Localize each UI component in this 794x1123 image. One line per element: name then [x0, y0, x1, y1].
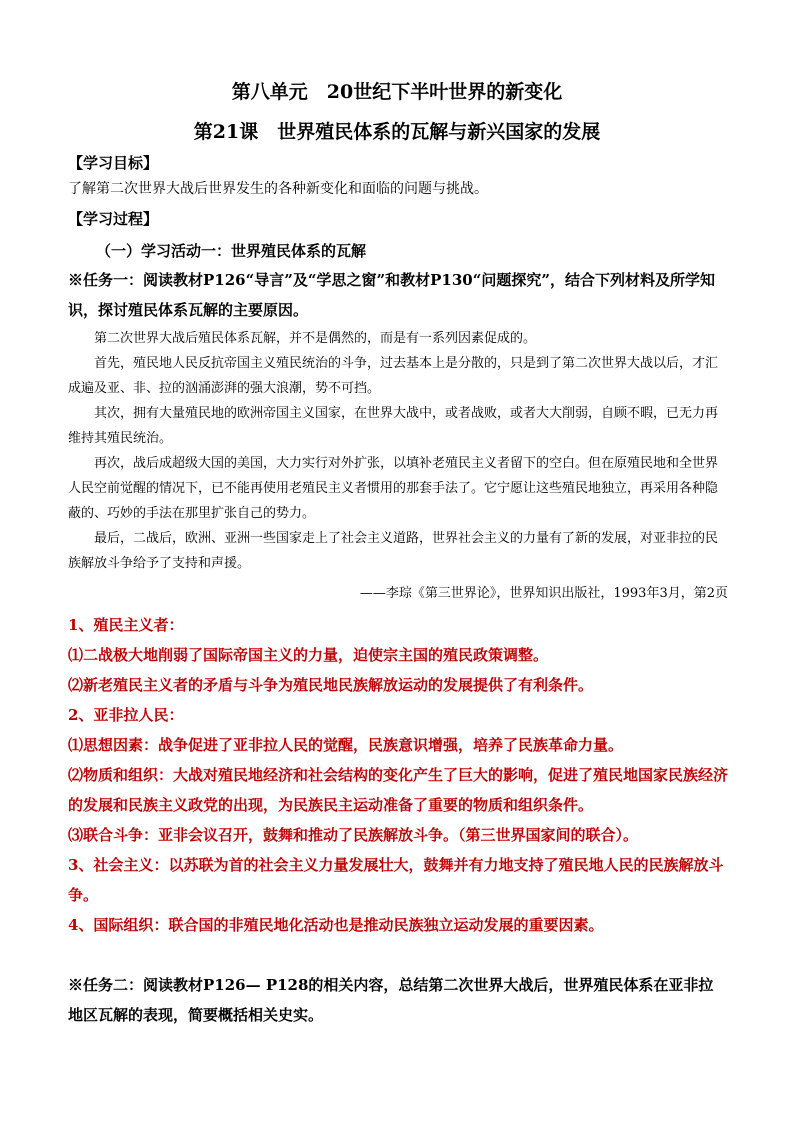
task1-text: ※任务一：阅读教材P126“导言”及“学思之窗”和教材P130“问题探究”，结合下列材料及所学知识，探讨殖民体系瓦解的主要原因。	[68, 271, 715, 319]
objective-text: 了解第二次世界大战后世界发生的各种新变化和面临的问题与挑战。	[68, 181, 488, 197]
answer-1-1: ⑴二战极大地削弱了国际帝国主义的力量，迫使宗主国的殖民政策调整。	[68, 646, 549, 664]
task2-text: ※任务二：阅读教材P126— P128的相关内容，总结第二次世界大战后，世界殖民体系在亚非拉地区瓦解的表现，简要概括相关史实。	[68, 976, 714, 1024]
activity1-heading: （一）学习活动一：世界殖民体系的瓦解	[96, 242, 367, 260]
answer-block	[68, 610, 728, 940]
answer-3: 3、社会主义：以苏联为首的社会主义力量发展壮大，鼓舞并有力地支持了殖民地人民的民族解放斗争。	[68, 856, 724, 904]
quote-paragraph: 最后，二战后，欧洲、亚洲一些国家走上了社会主义道路，世界社会主义的力量有了新的发展，对亚非拉的民族解放斗争给予了支持和声援。	[68, 531, 719, 571]
answer-1-title: 1、殖民主义者：	[68, 616, 184, 634]
quote-block	[68, 326, 728, 601]
answer-2-title: 2、亚非拉人民：	[68, 706, 184, 724]
process-heading: 【学习过程】	[68, 210, 159, 228]
objective-heading: 【学习目标】	[68, 154, 159, 172]
quote-paragraph: 首先，殖民地人民反抗帝国主义殖民统治的斗争，过去基本上是分散的，只是到了第二次世界大战以后，才汇成遍及亚、非、拉的汹涌澎湃的强大浪潮，势不可挡。	[68, 356, 719, 396]
quote-paragraph: 再次，战后成超级大国的美国，大力实行对外扩张，以填补老殖民主义者留下的空白。但在原殖民地和全世界人民空前觉醒的情况下，已不能再使用老殖民主义者惯用的那套手法了。它宁愿让这些殖民地独立，再采用各种隐蔽的、巧妙的手法在那里扩张自己的势力。	[68, 456, 719, 521]
answer-2-3: ⑶联合斗争：亚非会议召开，鼓舞和推动了民族解放斗争。（第三世界国家间的联合）。	[68, 826, 639, 844]
answer-2-1: ⑴思想因素：战争促进了亚非拉人民的觉醒，民族意识增强，培养了民族革命力量。	[68, 736, 624, 754]
answer-1-2: ⑵新老殖民主义者的矛盾与斗争为殖民地民族解放运动的发展提供了有利条件。	[68, 676, 594, 694]
answer-2-2: ⑵物质和组织：大战对殖民地经济和社会结构的变化产生了巨大的影响，促进了殖民地国家民族经济的发展和民族主义政党的出现，为民族民主运动准备了重要的物质和组织条件。	[68, 766, 729, 814]
quote-source: ——李琮《第三世界论》，世界知识出版社，1993年3月，第2页	[359, 586, 728, 601]
quote-paragraph: 第二次世界大战后殖民体系瓦解，并不是偶然的，而是有一系列因素促成的。	[94, 331, 537, 346]
lesson-title: 第21课 世界殖民体系的瓦解与新兴国家的发展	[193, 121, 601, 143]
answer-4: 4、国际组织：联合国的非殖民地化活动也是推动民族独立运动发展的重要因素。	[68, 916, 604, 934]
quote-paragraph: 其次，拥有大量殖民地的欧洲帝国主义国家，在世界大战中，或者战败，或者大大削弱，自顾不暇，已无力再维持其殖民统治。	[68, 406, 719, 446]
unit-title: 第八单元 20世纪下半叶世界的新变化	[231, 81, 563, 103]
